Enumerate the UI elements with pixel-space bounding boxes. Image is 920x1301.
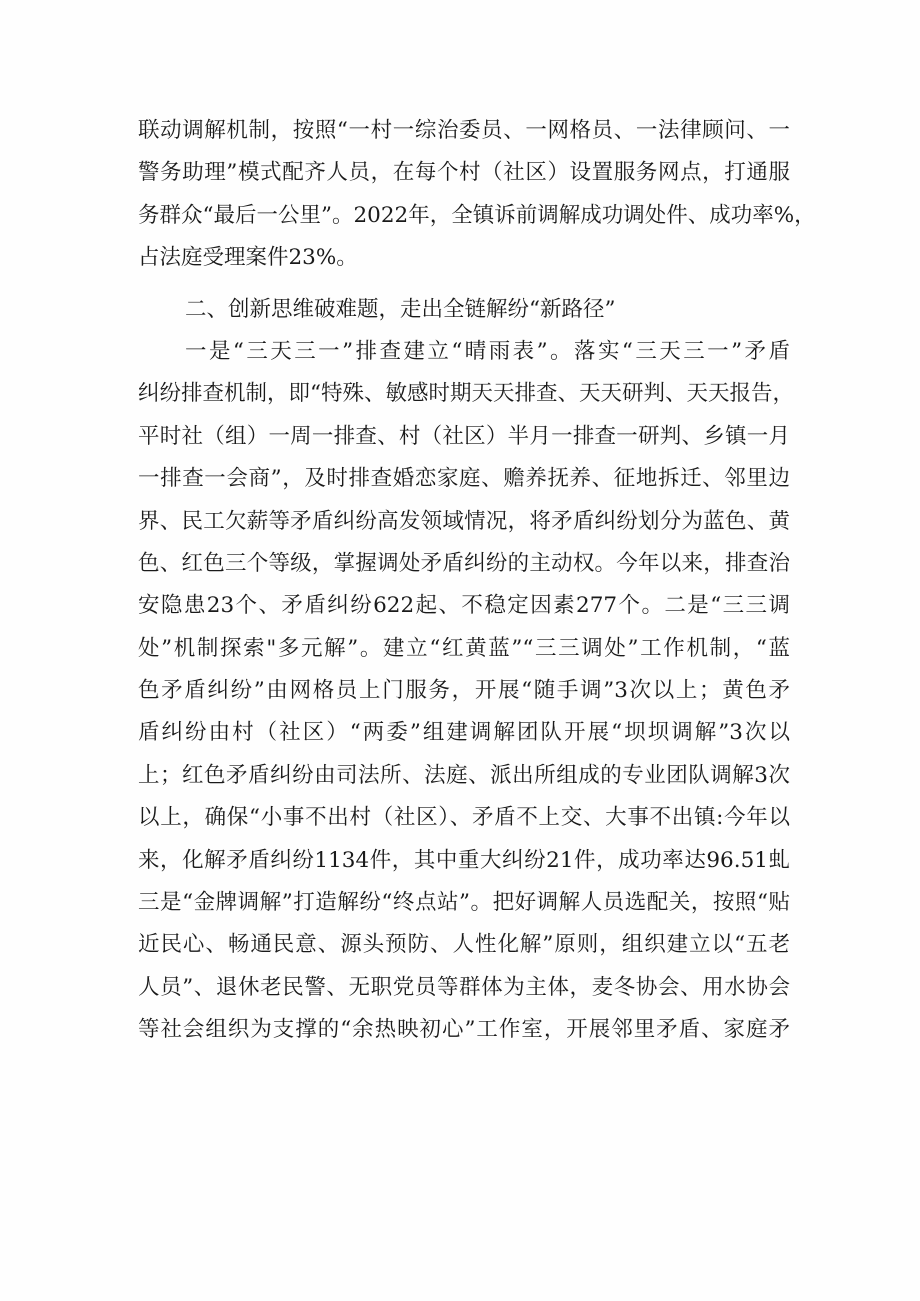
text-line: 警务助理”模式配齐人员，在每个村（社区）设置服务网点，打通服 xyxy=(138,160,790,186)
text-line: 三是“金牌调解”打造解纷“终点站”。把好调解人员选配关，按照“贴 xyxy=(138,890,790,916)
text-line: 务群众“最后一公里”。2022年，全镇诉前调解成功调处件、成功率%， xyxy=(138,202,816,228)
section-heading xyxy=(138,289,790,331)
text-line: 一排查一会商”，及时排查婚恋家庭、赡养抚养、征地拆迁、邻里边 xyxy=(138,466,790,492)
text-line: 人员”、退休老民警、无职党员等群体为主体，麦冬协会、用水协会 xyxy=(138,974,790,1000)
text-line: 上；红色矛盾纠纷由司法所、法庭、派出所组成的专业团队调解3次 xyxy=(138,762,790,788)
text-line: 来，化解矛盾纠纷1134件，其中重大纠纷21件，成功率达96.51虬 xyxy=(138,847,790,873)
text-line: 近民心、畅通民意、源头预防、人性化解”原则，组织建立以“五老 xyxy=(138,932,790,958)
text-line: 纠纷排查机制，即“特殊、敏感时期天天排查、天天研判、天天报告， xyxy=(138,381,794,407)
text-line: 盾纠纷由村（社区）“两委”组建调解团队开展“坝坝调解”3次以 xyxy=(138,720,790,746)
text-line: 以上，确保“小事不出村（社区）、矛盾不上交、大事不出镇:今年以 xyxy=(138,805,790,831)
text-line: 等社会组织为支撑的“余热映初心”工作室，开展邻里矛盾、家庭矛 xyxy=(138,1017,790,1043)
text-line: 安隐患23个、矛盾纠纷622起、不稳定因素277个。二是“三三调 xyxy=(138,593,790,619)
text-line: 色、红色三个等级，掌握调处矛盾纠纷的主动权。今年以来，排查治 xyxy=(138,550,790,576)
text-line: 联动调解机制，按照“一村一综治委员、一网格员、一法律顾问、一 xyxy=(138,118,790,143)
paragraph-mediation-mechanism xyxy=(138,110,816,280)
text-line: 界、民工欠薪等矛盾纠纷高发领域情况，将矛盾纠纷划分为蓝色、黄 xyxy=(138,508,790,534)
heading-line: 二、创新思维破难题，走出全链解纷“新路径” xyxy=(185,296,616,322)
text-line: 处”机制探索"多元解”。建立“红黄蓝”“三三调处”工作机制，“蓝 xyxy=(138,635,790,661)
text-line: 占法庭受理案件23%。 xyxy=(138,245,358,271)
text-line: 一是“三天三一”排查建立“晴雨表”。落实“三天三一”矛盾 xyxy=(185,338,790,364)
paragraph-innovation-details xyxy=(138,331,794,1052)
text-line: 平时社（组）一周一排查、村（社区）半月一排查一研判、乡镇一月 xyxy=(138,423,790,449)
text-line: 色矛盾纠纷”由网格员上门服务，开展“随手调”3次以上；黄色矛 xyxy=(138,678,790,704)
document-body xyxy=(138,110,816,1052)
